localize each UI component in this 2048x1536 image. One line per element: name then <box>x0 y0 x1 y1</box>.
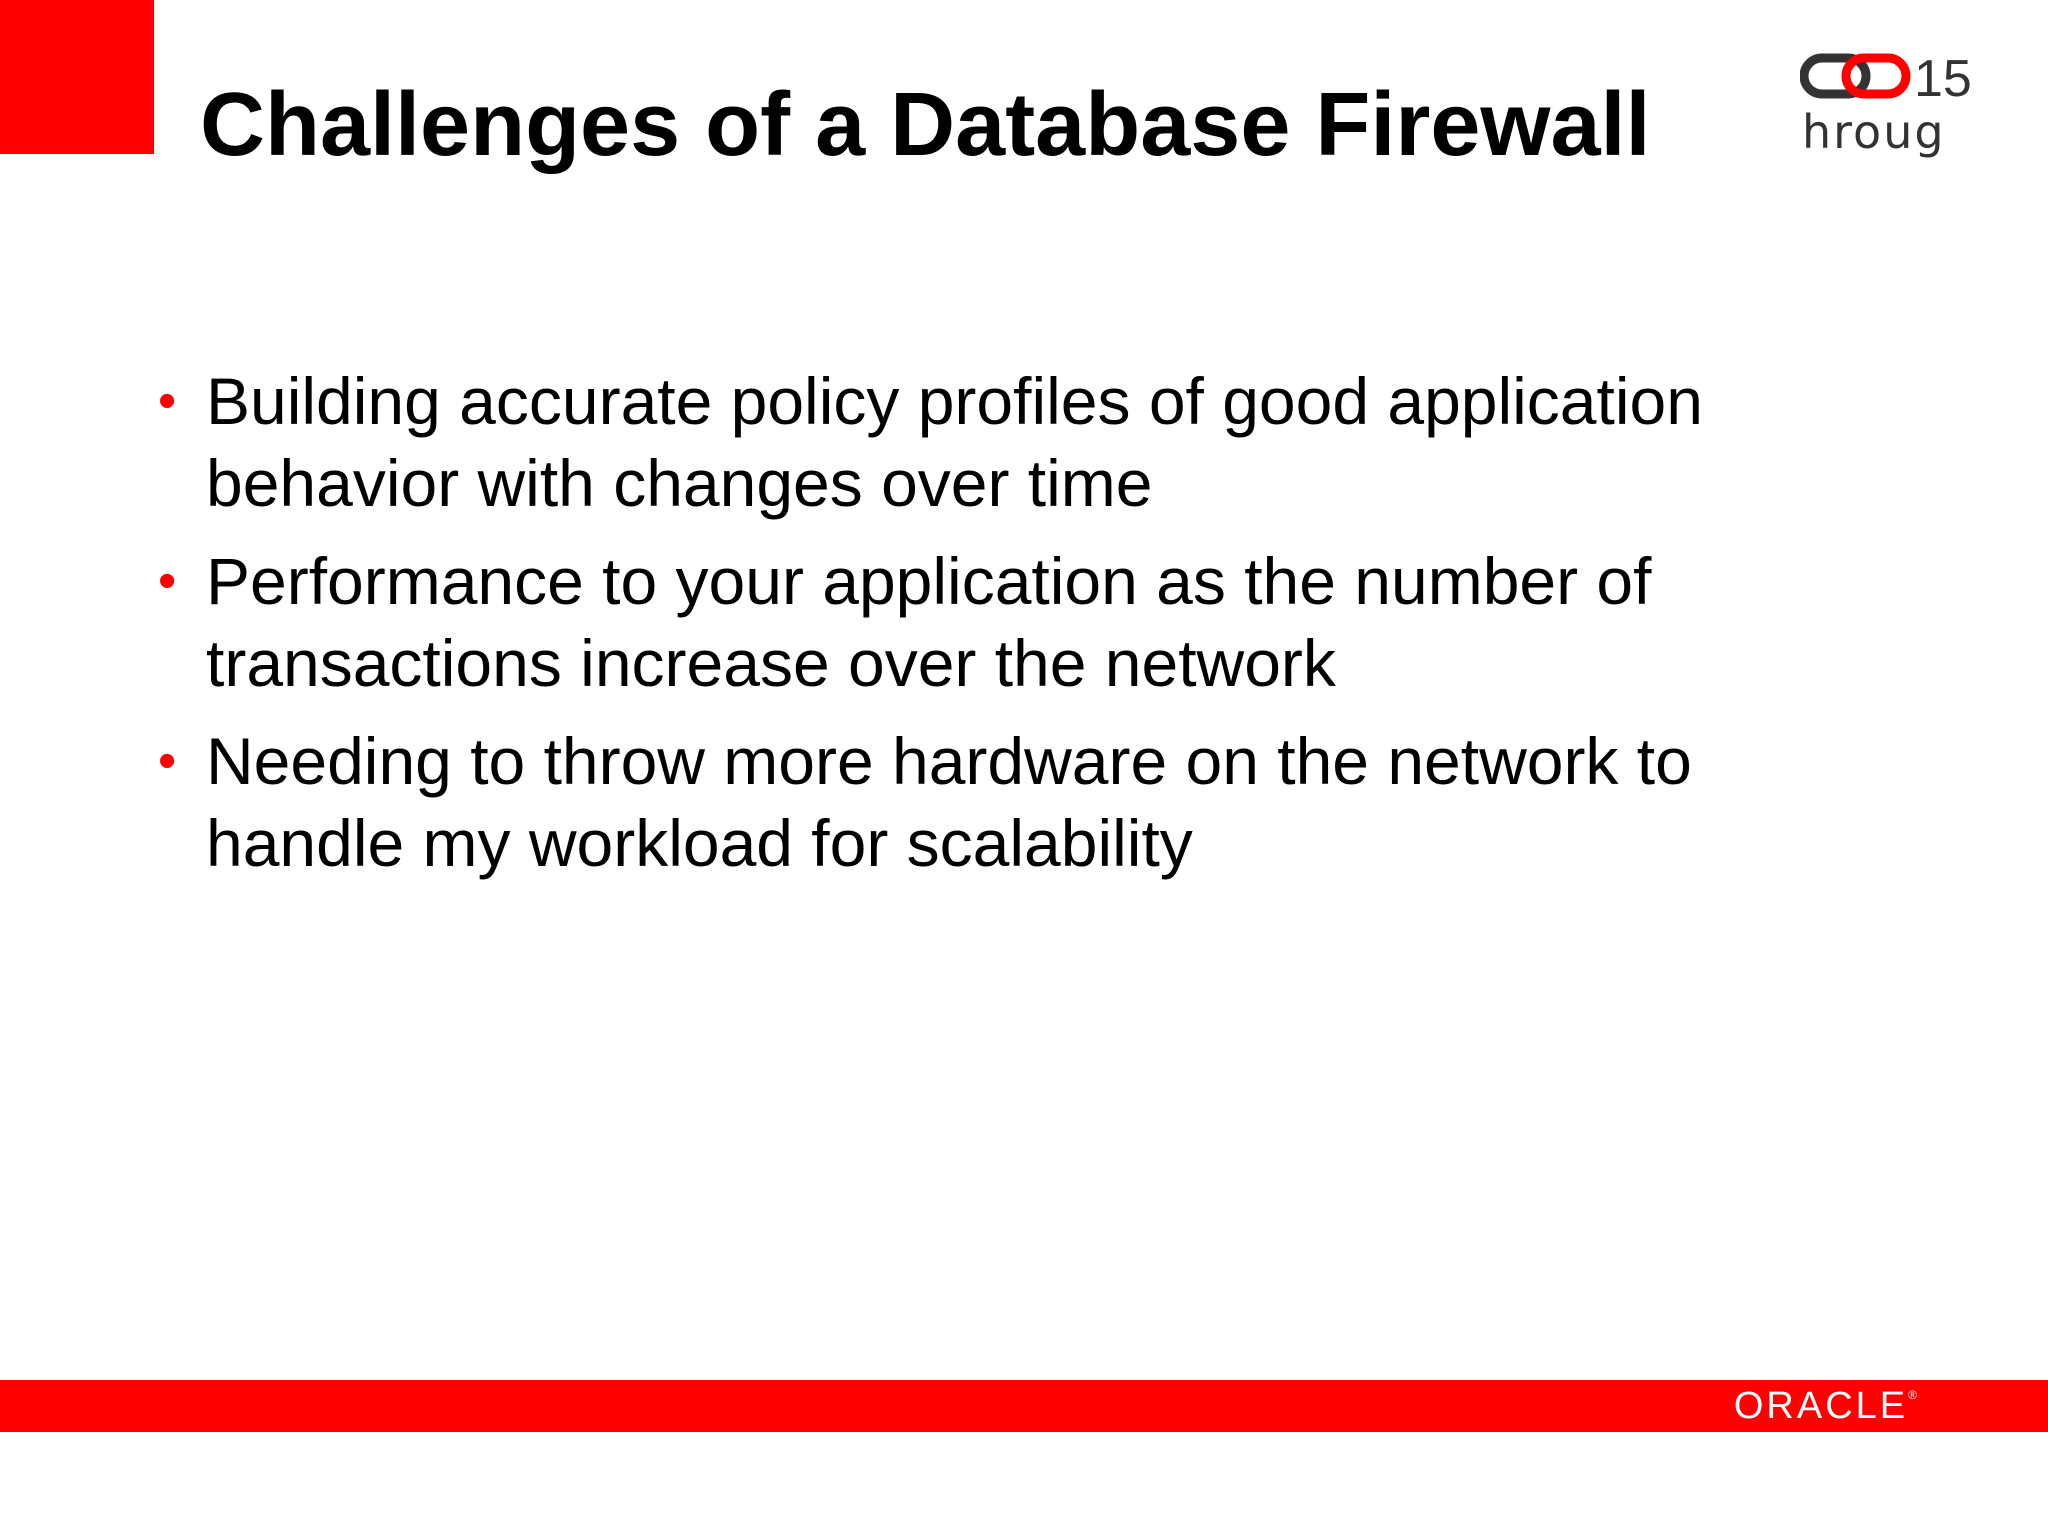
registered-mark: ® <box>1908 1388 1920 1402</box>
footer-bar <box>0 1380 2048 1432</box>
bullet-list <box>150 360 1850 900</box>
hroug-logo <box>1800 48 2008 164</box>
bullet-text: Needing to throw more hardware on the network to handle my workload for scalability <box>206 724 1692 880</box>
red-corner-block <box>0 0 154 154</box>
bullet-text: Performance to your application as the number of transactions increase over the network <box>206 544 1652 700</box>
bullet-marker: • <box>158 372 177 430</box>
bullet-item <box>150 720 1850 884</box>
hroug-year: 15 <box>1914 50 1972 108</box>
oracle-wordmark: ORACLE <box>1733 1385 1909 1427</box>
bullet-marker: • <box>158 732 177 790</box>
oracle-logo <box>1734 1380 1920 1432</box>
hroug-rings-icon <box>1804 58 1906 94</box>
bullet-text: Building accurate policy profiles of good application behavior with changes over time <box>206 364 1703 520</box>
bullet-item <box>150 540 1850 704</box>
hroug-wordmark: hroug <box>1802 105 1946 159</box>
bullet-item <box>150 360 1850 524</box>
slide-title: Challenges of a Database Firewall <box>200 75 1651 175</box>
bullet-marker: • <box>158 552 177 610</box>
